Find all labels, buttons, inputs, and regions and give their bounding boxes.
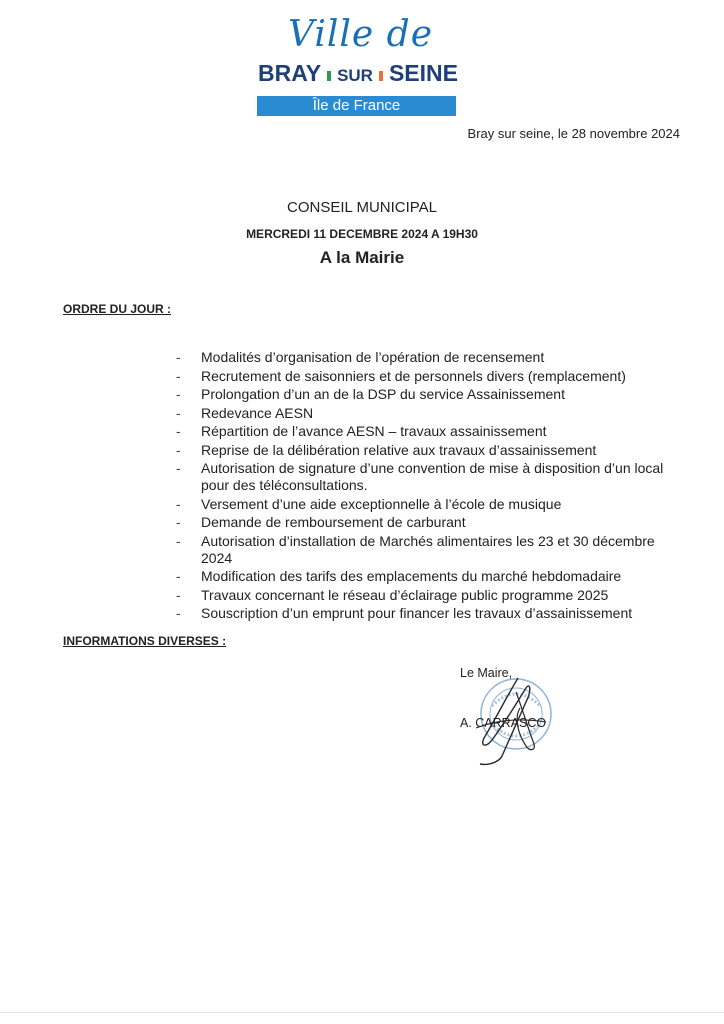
logo-word-seine: SEINE — [388, 60, 458, 86]
agenda-item — [172, 587, 672, 604]
agenda-bullet: - — [176, 367, 181, 384]
agenda-bullet: - — [176, 514, 181, 530]
agenda-item — [172, 368, 672, 385]
agenda-item — [172, 568, 672, 585]
agenda-bullet: - — [176, 460, 181, 476]
agenda-item-text: Souscription d’un emprunt pour financer les travaux d’assainissement — [201, 605, 633, 621]
agenda-bullet: - — [176, 495, 181, 512]
agenda-item — [172, 496, 672, 513]
agenda-item — [172, 605, 672, 622]
logo-region-band: Île de France — [257, 96, 456, 116]
logo-green-square — [327, 71, 331, 81]
meeting-date: MERCREDI 11 DECEMBRE 2024 A 19H30 — [246, 227, 478, 241]
document-date: Bray sur seine, le 28 novembre 2024 — [467, 126, 680, 141]
agenda-heading: ORDRE DU JOUR : — [63, 302, 172, 316]
agenda-list — [172, 349, 672, 624]
agenda-item-text: Modalités d’organisation de l’opération de recensement — [201, 349, 545, 365]
logo-script-text: Ville de — [288, 14, 434, 55]
agenda-item-text: Reprise de la délibération relative aux travaux d’assainissement — [201, 441, 597, 458]
agenda-bullet: - — [176, 423, 181, 439]
mayor-title: Le Maire, — [460, 666, 513, 680]
agenda-bullet: - — [176, 441, 181, 458]
agenda-bullet: - — [176, 586, 181, 603]
agenda-bullet: - — [176, 568, 181, 584]
agenda-bullet: - — [176, 386, 181, 402]
agenda-item-text: Prolongation d’un an de la DSP du service Assainissement — [201, 386, 565, 402]
agenda-item-text: Redevance AESN — [201, 404, 314, 421]
agenda-item — [172, 349, 672, 366]
page-bottom-edge — [0, 1012, 724, 1013]
agenda-item — [172, 533, 672, 567]
agenda-item-text: Recrutement de saisonniers et de personnels divers (remplacement) — [201, 367, 626, 384]
agenda-item-text: Autorisation de signature d’une convention de mise à disposition d’un local pour des téléconsultations. — [201, 460, 664, 493]
meeting-venue: A la Mairie — [319, 248, 405, 267]
logo-word-bray: BRAY — [258, 60, 322, 86]
mayor-name: A. CARRASCO — [460, 716, 547, 730]
agenda-item-text: Autorisation d’installation de Marchés alimentaires les 23 et 30 décembre 2024 — [201, 532, 655, 566]
agenda-item-text: Répartition de l’avance AESN – travaux assainissement — [201, 423, 547, 439]
agenda-bullet: - — [176, 349, 181, 365]
agenda-item-text: Travaux concernant le réseau d’éclairage public programme 2025 — [201, 586, 609, 603]
agenda-item-text: Modification des tarifs des emplacements du marché hebdomadaire — [201, 568, 622, 584]
agenda-item — [172, 423, 672, 440]
agenda-item — [172, 460, 672, 494]
agenda-item-text: Versement d’une aide exceptionnelle à l’école de musique — [201, 495, 562, 512]
agenda-item — [172, 405, 672, 422]
logo-word-sur: SUR — [337, 66, 373, 85]
info-heading: INFORMATIONS DIVERSES : — [63, 634, 227, 648]
agenda-item — [172, 386, 672, 403]
agenda-item — [172, 514, 672, 531]
agenda-bullet: - — [176, 532, 181, 549]
agenda-bullet: - — [176, 605, 181, 621]
agenda-item-text: Demande de remboursement de carburant — [201, 514, 466, 530]
logo-orange-square — [379, 71, 383, 81]
agenda-item — [172, 442, 672, 459]
meeting-title: CONSEIL MUNICIPAL — [286, 199, 438, 216]
logo-wordmark — [258, 60, 458, 87]
agenda-bullet: - — [176, 404, 181, 421]
